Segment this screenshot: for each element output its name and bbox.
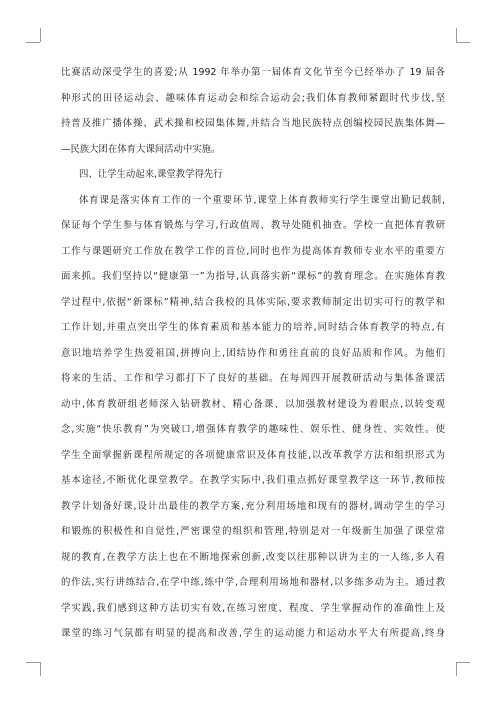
text-line: 课堂的练习气氛都有明显的提高和改善,学生的运动能力和运动水平大有所提高,终身 (61, 628, 445, 639)
text-line: 持普及推广播体操、武术操和校园集体舞,并结合当地民族特点创编校园民族集体舞— (61, 118, 445, 129)
text-line: 意识地培养学生热爱祖国,拼搏向上,团结协作和勇往直前的良好品质和作风。为他们 (61, 347, 445, 359)
text-line: 保证每个学生参与体育锻炼与学习,行政值周、教导处随机抽查。学校一直把体育教研 (61, 220, 445, 231)
text-line: 将来的生活、工作和学习都打下了良好的基础。在每周四开展教研活动与集体备课活 (61, 373, 445, 384)
text-line: 念,实施“快乐教育”为突破口,增强体育教学的趣味性、娱乐性、健身性、实效性。使 (61, 424, 445, 435)
text-line: 面来抓。我们坚持以“健康第一”为指导,认真落实新“课标”的教育理念。在实施体育教 (61, 271, 445, 282)
text-line: 学过程中,依据“新课标”精神,结合我校的具体实际,要求教师制定出切实可行的教学和 (61, 296, 445, 308)
paragraph-first-line: 体育课是落实体育工作的一个重要环节,课堂上体育教师实行学生课堂出勤记载制, (79, 194, 445, 206)
text-line: 学生全面掌握新课程所规定的各项健康常识及体育技能,以改革教学方法和组织形式为 (61, 449, 445, 461)
text-line: 的作法,实行讲练结合,在学中练,练中学,合理利用场地和器材,以多练多动为主。通过教 (61, 577, 445, 588)
text-line: 学实践,我们感到这种方法切实有效,在练习密度、程度、学生掌握动作的准确性上及 (61, 602, 445, 614)
text-line: 规的教育,在教学方法上也在不断地探索创新,改变以往那种以讲为主的一人练,多人看 (61, 551, 445, 563)
text-line: 工作计划,并重点突出学生的体育素质和基本能力的培养,同时结合体育教学的特点,有 (61, 322, 445, 333)
section-heading: 四、让学生动起来,课堂教学得先行 (79, 169, 223, 180)
text-line: 教学计划备好课,设计出最佳的教学方案,充分利用场地和现有的器材,调动学生的学习 (61, 500, 445, 512)
text-line: 比赛活动深受学生的喜爱;从 1992 年举办第一届体育文化节至今已经举办了 19 届各 (61, 67, 445, 78)
text-line: 和锻炼的积极性和自觉性,严密课堂的组织和管理,特别是对一年级新生加强了课堂常 (61, 526, 445, 537)
text-line: 工作与课题研究工作放在教学工作的首位,同时也作为提高体育教师专业水平的重要方 (61, 245, 445, 257)
text-line: 种形式的田径运动会、趣味体育运动会和综合运动会;我们体育教师紧跟时代步伐,坚 (61, 92, 445, 104)
text-line: 动中,体育教研组老师深入钻研教材、精心备课、以加强教材建设为着眼点,以转变观 (61, 398, 445, 410)
text-line: 基本途径,不断优化课堂教学。在教学实际中,我们重点抓好课堂教学这一环节,教师按 (61, 475, 445, 486)
text-line: —民族大团在体育大课间活动中实施。 (61, 143, 221, 155)
